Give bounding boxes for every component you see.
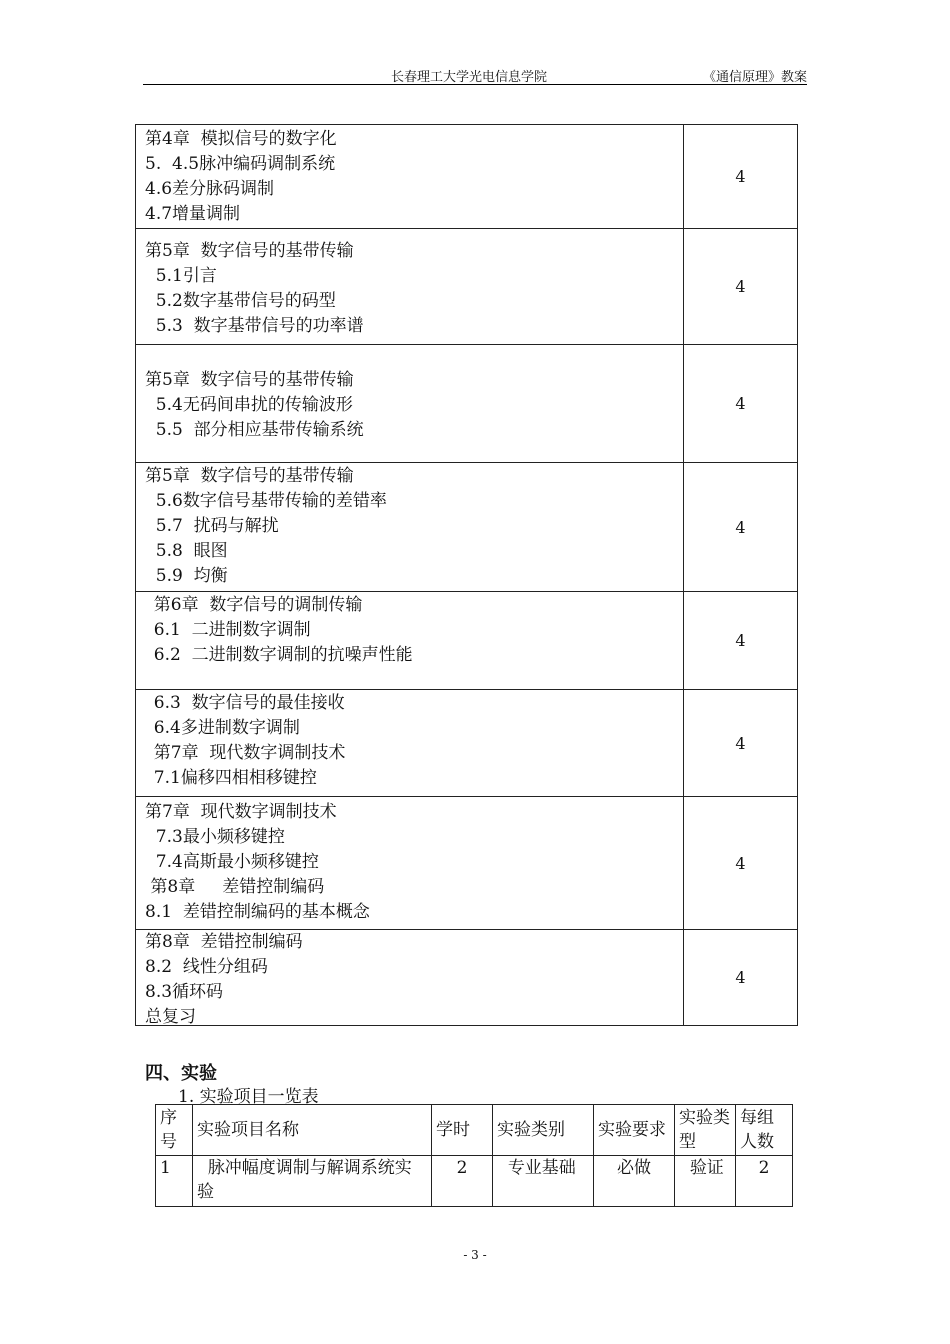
lab-cell: 脉冲幅度调制与解调系统实验 [193,1156,432,1207]
schedule-content [136,930,684,1025]
lab-header-row [156,1105,793,1156]
lab-header-cell: 实验要求 [594,1105,675,1156]
schedule-line: 8.2 线性分组码 [145,957,268,977]
schedule-line: 7.3最小频移键控 [145,827,285,847]
lab-cell: 验证 [675,1156,736,1207]
schedule-line: 5.9 均衡 [145,566,228,586]
schedule-line: 第7章 现代数字调制技术 [145,802,337,822]
schedule-row [136,797,797,930]
schedule-row [136,229,797,345]
schedule-line: 第8章 差错控制编码 [145,877,325,897]
schedule-hours: 4 [735,394,746,413]
schedule-line: 5.6数字信号基带传输的差错率 [145,491,387,511]
schedule-line: 8.3循环码 [145,982,224,1002]
schedule-hours: 4 [735,733,746,753]
schedule-content [136,690,684,796]
schedule-hours: 4 [735,517,746,537]
lab-header-cell: 序号 [156,1105,193,1156]
schedule-line: 总复习 [145,1007,196,1026]
schedule-content [136,229,684,344]
page-header [143,62,807,85]
school-name: 长春理工大学光电信息学院 [391,70,548,85]
schedule-row [136,463,797,592]
lab-table [155,1104,793,1207]
lab-cell: 1 [156,1156,193,1207]
schedule-row [136,930,797,1026]
schedule-line: 5.3 数字基带信号的功率谱 [145,316,364,336]
schedule-content [136,463,684,591]
schedule-line: 第5章 数字信号的基带传输 [145,466,354,486]
schedule-line: 5.4无码间串扰的传输波形 [145,395,353,415]
schedule-line: 第5章 数字信号的基带传输 [145,370,354,390]
schedule-line: 5.7 扰码与解扰 [145,516,279,536]
course-name: 《通信原理》教案 [702,70,807,85]
lab-header-cell: 实验类别 [493,1105,594,1156]
schedule-line: 5.2数字基带信号的码型 [145,291,336,311]
schedule-line: 第6章 数字信号的调制传输 [143,595,363,615]
schedule-line: 6.2 二进制数字调制的抗噪声性能 [143,645,413,665]
schedule-content [136,797,684,929]
schedule-line: 6.3 数字信号的最佳接收 [143,693,345,713]
schedule-line: 5.5 部分相应基带传输系统 [145,420,364,440]
schedule-line: 第7章 现代数字调制技术 [143,743,346,763]
schedule-line: 第8章 差错控制编码 [145,932,303,952]
schedule-hours: 4 [735,968,746,987]
schedule-line: 6.4多进制数字调制 [143,718,300,738]
schedule-line: 5. 4.5脉冲编码调制系统 [145,154,336,174]
lab-header-cell: 实验类型 [675,1105,736,1156]
lab-header-cell: 学时 [432,1105,493,1156]
schedule-line: 4.7增量调制 [145,204,241,224]
schedule-hours: 4 [735,853,746,873]
schedule-row [136,690,797,797]
lab-cell: 2 [736,1156,793,1207]
schedule-hours: 4 [735,631,746,650]
lab-header-cell: 每组人数 [736,1105,793,1156]
lab-cell: 必做 [594,1156,675,1207]
schedule-row [136,345,797,463]
schedule-row [136,125,797,229]
schedule-line: 4.6差分脉码调制 [145,179,275,199]
schedule-line: 8.1 差错控制编码的基本概念 [145,902,370,922]
schedule-line: 6.1 二进制数字调制 [143,620,311,640]
section-title: 四、实验 [145,1063,217,1084]
table-row [156,1156,793,1207]
schedule-line: 第4章 模拟信号的数字化 [145,129,337,149]
page-number: - 3 - [463,1248,487,1262]
schedule-line: 7.1偏移四相相移键控 [143,768,317,788]
lab-header-cell: 实验项目名称 [193,1105,432,1156]
schedule-row [136,592,797,690]
section-subtitle: 1. 实验项目一览表 [178,1087,319,1107]
schedule-content [136,592,684,689]
schedule-hours: 4 [735,277,746,296]
schedule-line: 7.4高斯最小频移键控 [145,852,319,872]
schedule-line: 第5章 数字信号的基带传输 [145,241,354,261]
schedule-table [135,124,798,1026]
schedule-line: 5.8 眼图 [145,541,228,561]
schedule-hours: 4 [735,167,746,186]
schedule-content [136,345,684,462]
schedule-content [136,125,684,228]
schedule-line: 5.1引言 [145,266,217,286]
lab-cell: 专业基础 [493,1156,594,1207]
lab-cell: 2 [432,1156,493,1207]
